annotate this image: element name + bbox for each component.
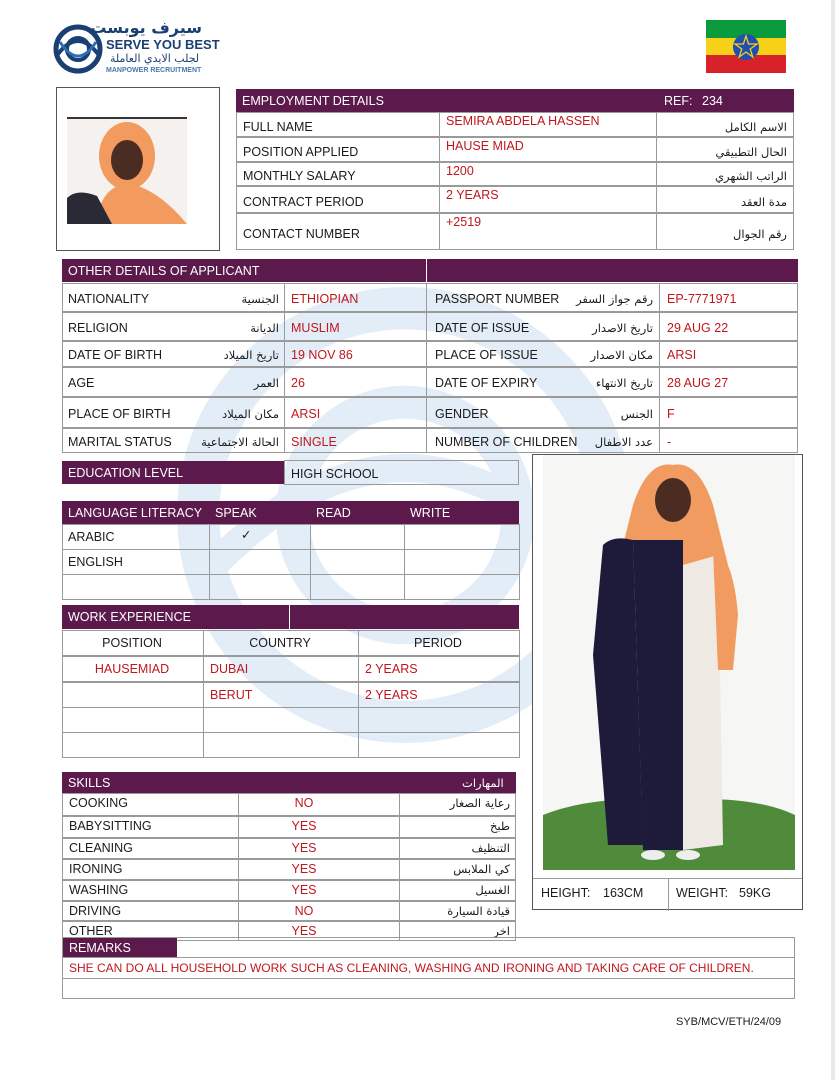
skill-arabic: قيادة السيارة xyxy=(447,904,510,918)
skills-title: SKILLS xyxy=(68,775,111,790)
work-experience-header xyxy=(62,605,519,629)
skill-label: DRIVING xyxy=(69,904,122,918)
other-right-label: NUMBER OF CHILDREN xyxy=(435,434,578,449)
other-left-value: 26 xyxy=(291,376,305,390)
skill-value-cell xyxy=(238,859,400,880)
other-right-arabic: مكان الاصدار xyxy=(590,348,653,362)
skill-arabic: الغسيل xyxy=(475,883,510,897)
work-country: BERUT xyxy=(210,688,253,702)
skill-value: YES xyxy=(291,924,317,938)
other-left-arabic: الجنسية xyxy=(241,291,279,306)
language-cell xyxy=(209,574,311,600)
employment-details-header xyxy=(236,89,794,112)
other-header-divider xyxy=(426,259,427,282)
skill-value-cell xyxy=(238,880,400,901)
flag-emblem-icon xyxy=(731,32,761,62)
work-column-header: PERIOD xyxy=(414,636,462,650)
other-left-label-cell xyxy=(62,367,285,397)
skill-value-cell xyxy=(238,793,400,816)
work-cell xyxy=(203,707,359,733)
other-right-value-cell xyxy=(659,397,798,428)
skill-arabic: طبخ xyxy=(489,819,510,833)
skill-value: YES xyxy=(291,883,317,897)
employment-row-label: FULL NAME xyxy=(243,119,313,134)
skill-value: YES xyxy=(291,841,317,855)
ref-label: REF: xyxy=(664,93,693,108)
applicant-full-photo xyxy=(532,454,803,910)
other-right-arabic: تاريخ الاصدار xyxy=(592,320,653,335)
other-right-value: EP-7771971 xyxy=(667,291,737,306)
language-cell xyxy=(404,549,520,575)
skill-label: OTHER xyxy=(69,924,113,938)
work-cell xyxy=(358,707,520,733)
education-title: EDUCATION LEVEL xyxy=(68,465,184,480)
skill-value: NO xyxy=(294,904,314,918)
employment-row-value: +2519 xyxy=(446,215,482,229)
language-header-cell: READ xyxy=(316,506,351,520)
employment-row-value: SEMIRA ABDELA HASSEN xyxy=(446,114,600,128)
work-header-divider xyxy=(289,605,290,629)
employment-row-label: POSITION APPLIED xyxy=(243,144,359,159)
other-details-title: OTHER DETAILS OF APPLICANT xyxy=(68,263,260,278)
other-right-label: PLACE OF ISSUE xyxy=(435,348,538,362)
skill-arabic: التنظيف xyxy=(471,841,510,855)
weight-label: WEIGHT: xyxy=(676,886,729,900)
language-cell xyxy=(310,549,405,575)
work-cell xyxy=(62,732,204,758)
other-right-value: 28 AUG 27 xyxy=(667,376,729,390)
skill-arabic: اخر xyxy=(493,924,510,938)
skill-value: YES xyxy=(291,819,317,833)
other-right-arabic: تاريخ الانتهاء xyxy=(595,376,653,390)
work-cell xyxy=(62,707,204,733)
applicant-portrait xyxy=(56,87,220,251)
skill-value-cell xyxy=(238,816,400,838)
other-right-value: ARSI xyxy=(667,348,697,362)
employment-row-value: 2 YEARS xyxy=(446,188,499,202)
work-cell xyxy=(358,732,520,758)
employment-row-arabic: رقم الجوال xyxy=(733,226,787,241)
skills-header xyxy=(62,772,516,793)
language-cell xyxy=(310,524,405,550)
language-speak-check: ✓ xyxy=(241,528,252,542)
work-experience-title: WORK EXPERIENCE xyxy=(68,610,191,624)
other-left-label: AGE xyxy=(68,376,95,390)
logo-arabic: سيرف يوبست xyxy=(90,18,202,37)
employment-row-label: CONTACT NUMBER xyxy=(243,226,360,241)
employment-row-label: MONTHLY SALARY xyxy=(243,169,356,183)
skill-value: NO xyxy=(294,796,314,810)
other-right-label: GENDER xyxy=(435,406,489,421)
work-cell xyxy=(62,682,204,708)
skill-label: COOKING xyxy=(69,796,129,810)
employment-row-arabic: الراتب الشهري xyxy=(715,169,787,183)
work-period: 2 YEARS xyxy=(365,688,418,702)
other-left-value-cell xyxy=(284,367,427,397)
logo-sub: MANPOWER RECRUITMENT xyxy=(106,67,202,74)
language-cell xyxy=(209,524,311,550)
remarks-title: REMARKS xyxy=(69,940,131,955)
work-position: HAUSEMIAD xyxy=(94,662,170,676)
other-left-label: PLACE OF BIRTH xyxy=(68,406,171,421)
employment-row-arabic: الاسم الكامل xyxy=(724,119,787,134)
employment-row-label: CONTRACT PERIOD xyxy=(243,194,364,209)
language-header-cell: SPEAK xyxy=(215,506,257,520)
height-label: HEIGHT: xyxy=(541,886,591,900)
language-cell xyxy=(310,574,405,600)
other-left-label: DATE OF BIRTH xyxy=(68,348,162,362)
other-right-value: F xyxy=(667,406,675,421)
skill-label: CLEANING xyxy=(69,841,133,855)
other-right-arabic: الجنس xyxy=(620,406,653,421)
other-left-value: ARSI xyxy=(291,406,321,421)
skill-value-cell xyxy=(238,901,400,921)
other-left-value: MUSLIM xyxy=(291,320,340,335)
remarks-text: SHE CAN DO ALL HOUSEHOLD WORK SUCH AS CLEANING, WASHING AND IRONING AND TAKING CARE OF CHILDREN. xyxy=(69,961,754,975)
language-header-cell: WRITE xyxy=(410,506,451,520)
other-left-value: 19 NOV 86 xyxy=(291,348,353,362)
ethiopia-flag xyxy=(706,20,786,73)
other-left-value: ETHIOPIAN xyxy=(291,291,359,306)
other-right-value: 29 AUG 22 xyxy=(667,320,729,335)
employment-row-value: 1200 xyxy=(446,164,474,178)
logo-name: SERVE YOU BEST xyxy=(106,37,220,52)
language-cell xyxy=(404,574,520,600)
other-right-arabic: عدد الاطفال xyxy=(594,434,653,449)
footer-code: SYB/MCV/ETH/24/09 xyxy=(676,1016,782,1028)
company-logo xyxy=(52,18,220,80)
other-left-arabic: تاريخ الميلاد xyxy=(223,348,279,362)
employment-row-arabic: الحال التطبيقي xyxy=(715,144,787,159)
employment-row-arabic: مدة العقد xyxy=(741,194,787,209)
work-cell xyxy=(203,732,359,758)
work-country: DUBAI xyxy=(210,662,249,676)
remarks-header xyxy=(63,938,177,957)
other-right-label: DATE OF EXPIRY xyxy=(435,376,538,390)
other-left-arabic: العمر xyxy=(253,376,279,390)
language-cell xyxy=(209,549,311,575)
language-name: ENGLISH xyxy=(68,555,123,569)
other-right-value: - xyxy=(667,434,672,449)
education-value: HIGH SCHOOL xyxy=(291,467,379,481)
height-value: 163CM xyxy=(603,886,644,900)
other-left-arabic: الديانة xyxy=(250,320,279,335)
education-header xyxy=(62,461,284,484)
language-cell xyxy=(404,524,520,550)
work-column-header: POSITION xyxy=(102,636,162,650)
work-period: 2 YEARS xyxy=(365,662,418,676)
other-left-label: MARITAL STATUS xyxy=(68,434,172,449)
logo-arabic-sub: لجلب الايدي العاملة xyxy=(110,52,200,65)
ref-value: 234 xyxy=(702,93,723,108)
other-right-label: PASSPORT NUMBER xyxy=(435,291,560,306)
other-left-value: SINGLE xyxy=(291,434,337,449)
language-cell xyxy=(62,574,210,600)
other-left-arabic: مكان الميلاد xyxy=(222,406,279,421)
skill-value: YES xyxy=(291,862,317,876)
skill-arabic: كي الملابس xyxy=(453,862,510,876)
employment-title: EMPLOYMENT DETAILS xyxy=(242,93,384,108)
skills-arabic-title: المهارات xyxy=(462,775,504,790)
language-header-cell: LANGUAGE LITERACY xyxy=(68,506,203,520)
weight-value: 59KG xyxy=(739,886,771,900)
skill-arabic: رعاية الصغار xyxy=(449,796,510,810)
other-details-header xyxy=(62,259,798,282)
other-left-label: RELIGION xyxy=(68,320,128,335)
skill-label: WASHING xyxy=(69,883,129,897)
other-right-label: DATE OF ISSUE xyxy=(435,320,530,335)
employment-row-value: HAUSE MIAD xyxy=(446,139,524,153)
skill-value-cell xyxy=(238,838,400,859)
language-name: ARABIC xyxy=(68,530,115,544)
other-right-value-cell xyxy=(659,428,798,453)
skill-label: IRONING xyxy=(69,862,123,876)
other-left-label: NATIONALITY xyxy=(68,291,150,306)
other-right-arabic: رقم جواز السفر xyxy=(576,291,653,306)
skill-label: BABYSITTING xyxy=(69,819,152,833)
other-left-arabic: الحالة الاجتماعية xyxy=(201,434,279,449)
work-column-header: COUNTRY xyxy=(249,636,311,650)
